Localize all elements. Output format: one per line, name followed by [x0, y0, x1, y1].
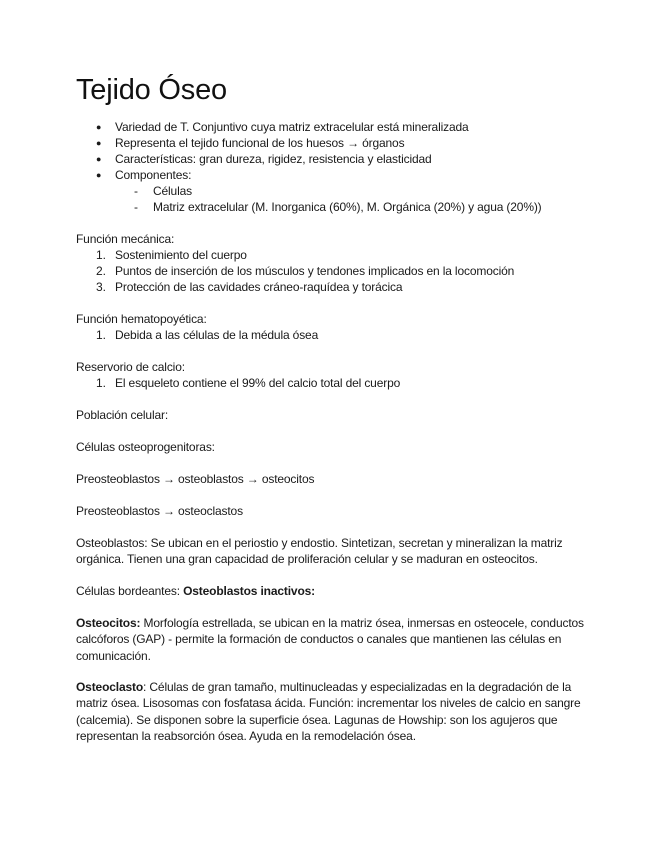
numbered-item: Puntos de inserción de los músculos y tendones implicados en la locomoción	[115, 264, 515, 278]
osteocitos-term: Osteocitos:	[76, 616, 141, 630]
osteocitos-text: Morfología estrellada, se ubican en la matriz ósea, inmersas en osteocele, conductos calcóforos (GAP) - permite la formación de conductos o canales que mantienen las células en comunicación.	[76, 616, 584, 663]
osteoclasto-term: Osteoclasto	[76, 680, 144, 694]
osteoclasto-paragraph	[76, 679, 586, 745]
bordeantes-paragraph	[76, 583, 586, 599]
page-title: Tejido Óseo	[76, 74, 227, 106]
list-number: 1.	[96, 376, 107, 390]
text-line: Población celular:	[76, 408, 169, 422]
osteoblastos-paragraph: Osteoblastos: Se ubican en el periostio y endostio. Sintetizan, secretan y mineralizan la matriz orgánica. Tienen una gran capacidad de proliferación celular y se maduran en osteocitos.	[76, 536, 563, 567]
list-number: 3.	[96, 280, 107, 294]
numbered-item: Debida a las células de la médula ósea	[115, 328, 319, 342]
sub-bullet-item: Matriz extracelular (M. Inorganica (60%), M. Orgánica (20%) y agua (20%))	[153, 200, 542, 214]
bordeantes-label: Células bordeantes:	[76, 584, 184, 598]
bordeantes-bold: Osteoblastos inactivos:	[183, 584, 315, 598]
numbered-item: Sostenimiento del cuerpo	[115, 248, 247, 262]
section-heading: Reservorio de calcio:	[76, 360, 185, 374]
bullet-item: Representa el tejido funcional de los huesos → órganos	[115, 136, 405, 150]
list-number: 1.	[96, 328, 107, 342]
bullet-item: Variedad de T. Conjuntivo cuya matriz extracelular está mineralizada	[115, 120, 469, 134]
text-line: Preosteoblastos → osteoblastos → osteocitos	[76, 472, 315, 486]
bullet-item: Componentes:	[115, 168, 192, 182]
numbered-item: Protección de las cavidades cráneo-raquídea y torácica	[115, 280, 403, 294]
bullet-dot: ●	[96, 122, 102, 132]
bullet-dot: ●	[96, 170, 102, 180]
sub-bullet-dash: -	[134, 200, 138, 214]
bullet-item: Características: gran dureza, rigidez, resistencia y elasticidad	[115, 152, 432, 166]
bullet-dot: ●	[96, 138, 102, 148]
bullet-dot: ●	[96, 154, 102, 164]
list-number: 1.	[96, 248, 107, 262]
section-heading: Función hematopoyética:	[76, 312, 207, 326]
sub-bullet-item: Células	[153, 184, 192, 198]
text-line: Células osteoprogenitoras:	[76, 440, 215, 454]
text-line: Preosteoblastos → osteoclastos	[76, 504, 243, 518]
sub-bullet-dash: -	[134, 184, 138, 198]
osteoclasto-text: : Células de gran tamaño, multinucleadas y especializadas en la degradación de la matriz ósea. Lisosomas con fosfatasa ácida. Función: incrementar los niveles de calcio en sangre (calcemia). Se disponen sobre la superficie ósea. Lagunas de Howship: son los agujeros que representan la reabsorción ósea. Ayuda en la remodelación ósea.	[76, 680, 581, 744]
section-heading: Función mecánica:	[76, 232, 175, 246]
list-number: 2.	[96, 264, 107, 278]
osteocitos-paragraph	[76, 615, 586, 664]
numbered-item: El esqueleto contiene el 99% del calcio total del cuerpo	[115, 376, 401, 390]
